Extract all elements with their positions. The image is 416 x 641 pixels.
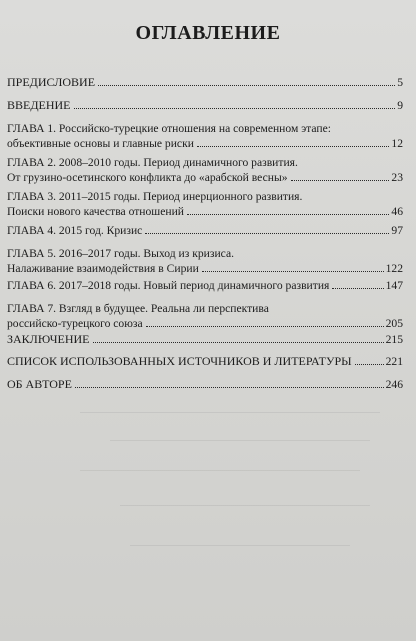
- toc-page-number: 23: [391, 171, 403, 184]
- toc-entry-chapter-1[interactable]: [7, 121, 403, 151]
- toc-page-number: 215: [385, 333, 403, 346]
- toc-entry-title: ОБ АВТОРЕ: [7, 377, 72, 391]
- toc-entry-title: ГЛАВА 4. 2015 год. Кризис: [7, 224, 143, 237]
- toc-page-number: 147: [385, 279, 403, 292]
- toc-page-number: 5: [397, 76, 403, 89]
- toc-entry-conclusion[interactable]: [7, 332, 403, 347]
- toc-entry-subtitle: объективные основы и главные риски: [7, 137, 194, 150]
- toc-entry-title: ГЛАВА 2. 2008–2010 годы. Период динамичного развития.: [7, 156, 298, 169]
- toc-entry-title: ГЛАВА 6. 2017–2018 годы. Новый период динамичного развития: [7, 279, 330, 292]
- toc-entry-chapter-5[interactable]: [7, 246, 403, 276]
- bleed-through-line: [80, 470, 360, 471]
- toc-entry-subtitle: Поиски нового качества отношений: [7, 205, 184, 218]
- toc-entry-chapter-2[interactable]: [7, 155, 403, 185]
- toc-entry-chapter-6[interactable]: [7, 278, 403, 293]
- toc-entry-bibliography[interactable]: [7, 354, 403, 369]
- toc-entry-preface[interactable]: [7, 75, 403, 90]
- toc-entry-title: ЗАКЛЮЧЕНИЕ: [7, 332, 90, 346]
- toc-page-number: 246: [385, 378, 403, 391]
- toc-entry-title: ВВЕДЕНИЕ: [7, 98, 71, 112]
- dot-leader: [75, 387, 384, 388]
- toc-entry-subtitle: От грузино-осетинского конфликта до «арабской весны»: [7, 171, 288, 184]
- toc-entry-subtitle: Налаживание взаимодействия в Сирии: [7, 262, 199, 275]
- toc-page-number: 12: [391, 137, 403, 150]
- toc-entry-title: ГЛАВА 7. Взгляд в будущее. Реальна ли перспектива: [7, 302, 269, 315]
- bleed-through-line: [80, 412, 380, 413]
- dot-leader: [146, 326, 384, 327]
- toc-page-number: 97: [391, 224, 403, 237]
- toc-entry-introduction[interactable]: [7, 98, 403, 113]
- bleed-through-line: [110, 440, 370, 441]
- toc-page-number: 46: [391, 205, 403, 218]
- toc-page-number: 221: [385, 355, 403, 368]
- toc-entry-title: ПРЕДИСЛОВИЕ: [7, 75, 96, 89]
- toc-entry-title: ГЛАВА 1. Российско-турецкие отношения на современном этапе:: [7, 122, 331, 135]
- dot-leader: [187, 214, 389, 215]
- dot-leader: [332, 288, 383, 289]
- page-title: ОГЛАВЛЕНИЕ: [135, 22, 281, 44]
- toc-entry-chapter-4[interactable]: [7, 223, 403, 238]
- toc-entry-title: ГЛАВА 3. 2011–2015 годы. Период инерционного развития.: [7, 190, 303, 203]
- toc-entry-title: ГЛАВА 5. 2016–2017 годы. Выход из кризиса.: [7, 247, 234, 260]
- bleed-through-line: [120, 505, 370, 506]
- toc-entry-about-author[interactable]: [7, 377, 403, 392]
- toc-entry-subtitle: российско-турецкого союза: [7, 317, 143, 330]
- dot-leader: [74, 108, 396, 109]
- dot-leader: [197, 146, 390, 147]
- dot-leader: [93, 342, 384, 343]
- dot-leader: [202, 271, 384, 272]
- toc-page-number: 9: [397, 99, 403, 112]
- bleed-through-line: [130, 545, 350, 546]
- toc-page-number: 122: [385, 262, 403, 275]
- dot-leader: [98, 85, 395, 86]
- dot-leader: [291, 180, 390, 181]
- toc-page-number: 205: [385, 317, 403, 330]
- toc-entry-title: СПИСОК ИСПОЛЬЗОВАННЫХ ИСТОЧНИКОВ И ЛИТЕРАТУРЫ: [7, 354, 352, 368]
- dot-leader: [145, 233, 389, 234]
- toc-entry-chapter-3[interactable]: [7, 189, 403, 219]
- dot-leader: [355, 364, 384, 365]
- toc-entry-chapter-7[interactable]: [7, 301, 403, 331]
